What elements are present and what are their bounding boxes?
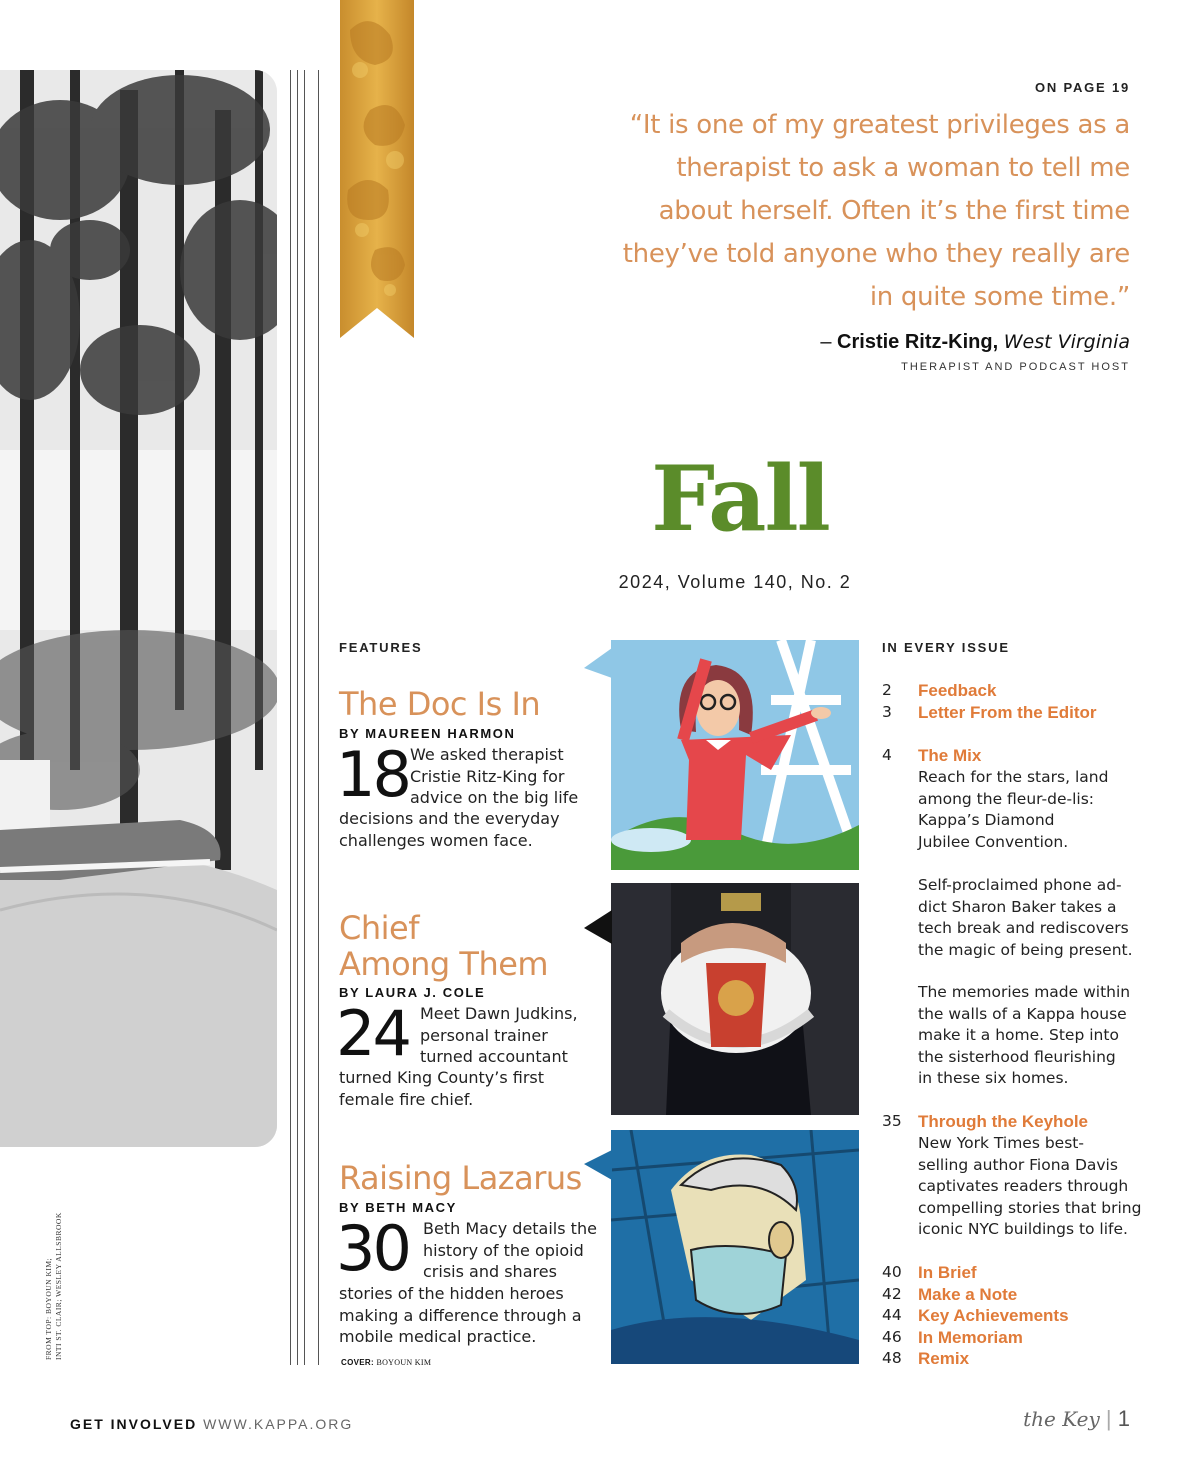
quote-attribution: – Cristie Ritz-King, West Virginia	[820, 331, 1130, 353]
toc-item-title[interactable]: Letter From the Editor	[918, 703, 1097, 722]
feature-title[interactable]: Raising Lazarus	[339, 1159, 582, 1197]
toc-item-description: New York Times best- selling author Fiona Davis captivates readers through compelling stories that bring iconic NYC buildings to life.	[918, 1134, 1142, 1239]
vertical-rule	[297, 70, 298, 1365]
quote-author-role: THERAPIST AND PODCAST HOST	[901, 361, 1130, 373]
vertical-rule	[304, 70, 305, 1365]
feature-title[interactable]: Chief Among Them	[339, 909, 549, 983]
the-key-logo: the Key	[1023, 1407, 1100, 1431]
feature-page-number: 24	[336, 997, 409, 1070]
feature-page-number: 18	[336, 738, 409, 811]
feature-title[interactable]: The Doc Is In	[339, 685, 541, 723]
toc-item-title[interactable]: The Mix	[918, 746, 982, 765]
toc-item-title[interactable]: Feedback	[918, 681, 997, 700]
feature-body-continued: decisions and the everyday challenges women face.	[339, 809, 560, 850]
footer-page: the Key | 1	[1023, 1406, 1130, 1431]
cover-credit: COVER: BOYOUN KIM	[341, 1358, 432, 1367]
toc-item-title[interactable]: In Brief	[918, 1263, 977, 1282]
quote-author: Cristie Ritz-King,	[837, 331, 999, 353]
quote-page-reference: ON PAGE 19	[1034, 80, 1130, 95]
cover-photo	[0, 70, 277, 1147]
vertical-rule	[290, 70, 291, 1365]
speech-pointer	[584, 910, 612, 944]
toc-item-title[interactable]: Remix	[918, 1349, 970, 1368]
speech-pointer	[584, 1150, 612, 1180]
feature-byline: BY LAURA J. COLE	[339, 985, 486, 1000]
feature-body: Meet Dawn Judkins, personal trainer turned accountant	[420, 1004, 578, 1067]
toc-item-title[interactable]: In Memoriam	[918, 1328, 1023, 1347]
issue-info: 2024, Volume 140, No. 2	[618, 572, 852, 592]
every-issue-label: IN EVERY ISSUE	[882, 640, 1010, 655]
toc-item-description: The memories made within the walls of a Kappa house make it a home. Step into the sisterhood fleurishing in these six homes.	[918, 983, 1131, 1088]
feature-body-continued: turned King County’s first female fire chief.	[339, 1068, 545, 1109]
feature-body-continued: stories of the hidden heroes making a difference through a mobile medical practice.	[339, 1284, 582, 1347]
feature-illustration-therapist	[611, 640, 859, 870]
feature-byline: BY MAUREEN HARMON	[339, 726, 516, 741]
speech-pointer	[584, 648, 612, 678]
feature-photo-fire-chief	[611, 883, 859, 1115]
feature-page-number: 30	[336, 1212, 409, 1285]
toc-item-title[interactable]: Make a Note	[918, 1285, 1018, 1304]
feature-body: Beth Macy details the history of the opioid crisis and shares	[423, 1219, 597, 1282]
ribbon-bookmark	[340, 0, 414, 338]
vertical-rule	[318, 70, 319, 1365]
quote-author-location: West Virginia	[1003, 331, 1130, 353]
feature-body: We asked therapist Cristie Ritz-King for advice on the big life	[410, 745, 579, 808]
feature-byline: BY BETH MACY	[339, 1200, 457, 1215]
photo-credit: FROM TOP: BOYOUN KIM; INTI ST. CLAIR; WESLEY ALLSBROOK	[44, 1212, 63, 1360]
toc-item-description: Reach for the stars, land among the fleur-de-lis: Kappa’s Diamond Jubilee Convention.	[918, 768, 1109, 851]
toc-item-title[interactable]: Through the Keyhole	[918, 1112, 1088, 1131]
feature-illustration-doctor	[611, 1130, 859, 1364]
footer-get-involved[interactable]: GET INVOLVED WWW.KAPPA.ORG	[70, 1416, 354, 1432]
season-title: Fall	[651, 446, 829, 552]
page-number: 1	[1117, 1406, 1130, 1431]
features-label: FEATURES	[339, 640, 423, 655]
footer-url[interactable]: WWW.KAPPA.ORG	[203, 1416, 354, 1432]
pull-quote: “It is one of my greatest privileges as a therapist to ask a woman to tell me about herself. Often it’s the first time they’ve told anyone who they really are in quite some time.”	[622, 110, 1130, 312]
toc-item-description: Self-proclaimed phone ad- dict Sharon Baker takes a tech break and rediscovers the magic of being present.	[918, 876, 1133, 959]
toc-item-title[interactable]: Key Achievements	[918, 1306, 1069, 1325]
